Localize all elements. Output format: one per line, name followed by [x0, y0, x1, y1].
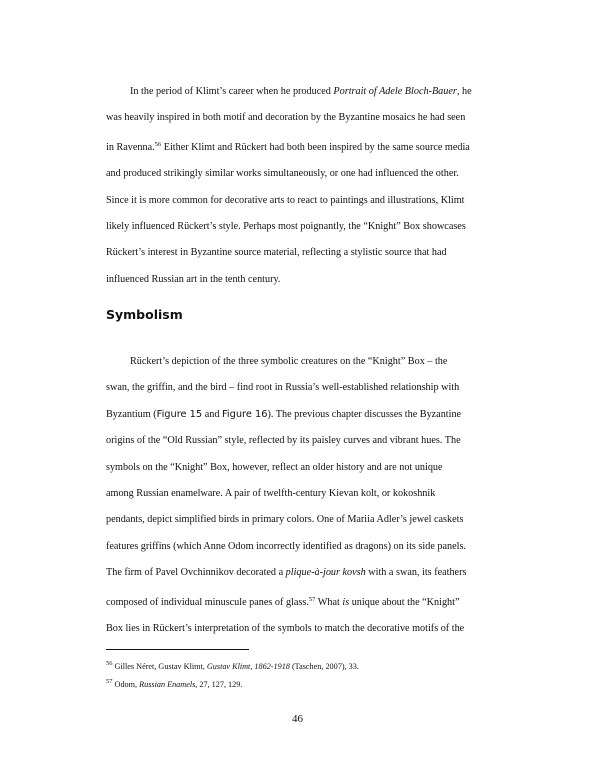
figure-16-link[interactable]: Figure 16	[221, 408, 268, 420]
section-heading: Symbolism	[106, 307, 183, 322]
footnote-divider	[106, 649, 249, 650]
figure-15-link[interactable]: Figure 15	[156, 408, 203, 420]
text-line: swan, the griffin, and the bird – find root in Russia’s well-established relationship with	[106, 382, 460, 394]
text-line: and produced strikingly similar works simultaneously, or one had influenced the other.	[106, 168, 459, 180]
text-line: Rückert’s depiction of the three symbolic creatures on the “Knight” Box – the	[130, 356, 448, 367]
text-line: In the period of Klimt’s career when he produced Portrait of Adele Bloch-Bauer, he	[130, 86, 472, 97]
footnote-57: $^{57}$ Odom, Russian Enamels, 27, 127, 129.	[106, 678, 243, 689]
text-line: The firm of Pavel Ovchinnikov decorated a plique-à-jour kovsh with a swan, its feathers	[106, 567, 467, 579]
footnote-56: $^{56}$ Gilles Néret, Gustav Klimt, Gustav Klimt, 1862-1918 (Taschen, 2007), 33.	[106, 660, 359, 671]
footnote-ref-56[interactable]: 56	[154, 140, 162, 148]
text-line: among Russian enamelware. A pair of twelfth-century Kievan kolt, or kokoshnik	[106, 488, 436, 500]
text-line: origins of the “Old Russian” style, reflected by its paisley curves and vibrant hues. The	[106, 435, 461, 447]
text-line: was heavily inspired in both motif and decoration by the Byzantine mosaics he had seen	[106, 112, 466, 124]
text-line: symbols on the “Knight” Box, however, reflect an older history and are not unique	[106, 461, 443, 473]
text-line: Rückert’s interest in Byzantine source material, reflecting a stylistic source that had	[106, 247, 447, 259]
text-line: Since it is more common for decorative arts to react to paintings and illustrations, Klimt	[106, 194, 465, 206]
artwork-title: Portrait of Adele Bloch-Bauer	[333, 86, 457, 97]
footnotes	[106, 656, 359, 692]
footnote-ref-57[interactable]: 57	[308, 595, 316, 603]
text-line: composed of individual minuscule panes of glass.$^{57}$ What is unique about the “Knight”	[106, 595, 460, 608]
text-line: influenced Russian art in the tenth century.	[106, 273, 281, 285]
page-number: 46	[292, 713, 303, 725]
text-line: in Ravenna.$^{56}$ Either Klimt and Rückert had both been inspired by the same source media	[106, 140, 470, 153]
paragraph-symbolism	[106, 349, 530, 642]
paragraph-klimt-influence	[106, 79, 530, 293]
text-line: features griffins (which Anne Odom incorrectly identified as dragons) on its side panels.	[106, 540, 466, 552]
text-line: pendants, depict simplified birds in primary colors. One of Mariia Adler’s jewel caskets	[106, 514, 464, 526]
text-line: Box lies in Rückert’s interpretation of the symbols to match the decorative motifs of the	[106, 623, 465, 635]
text-line: Byzantium (Figure 15 and Figure 16). The previous chapter discusses the Byzantine	[106, 408, 462, 420]
text-line: likely influenced Rückert’s style. Perhaps most poignantly, the “Knight” Box showcases	[106, 221, 466, 233]
